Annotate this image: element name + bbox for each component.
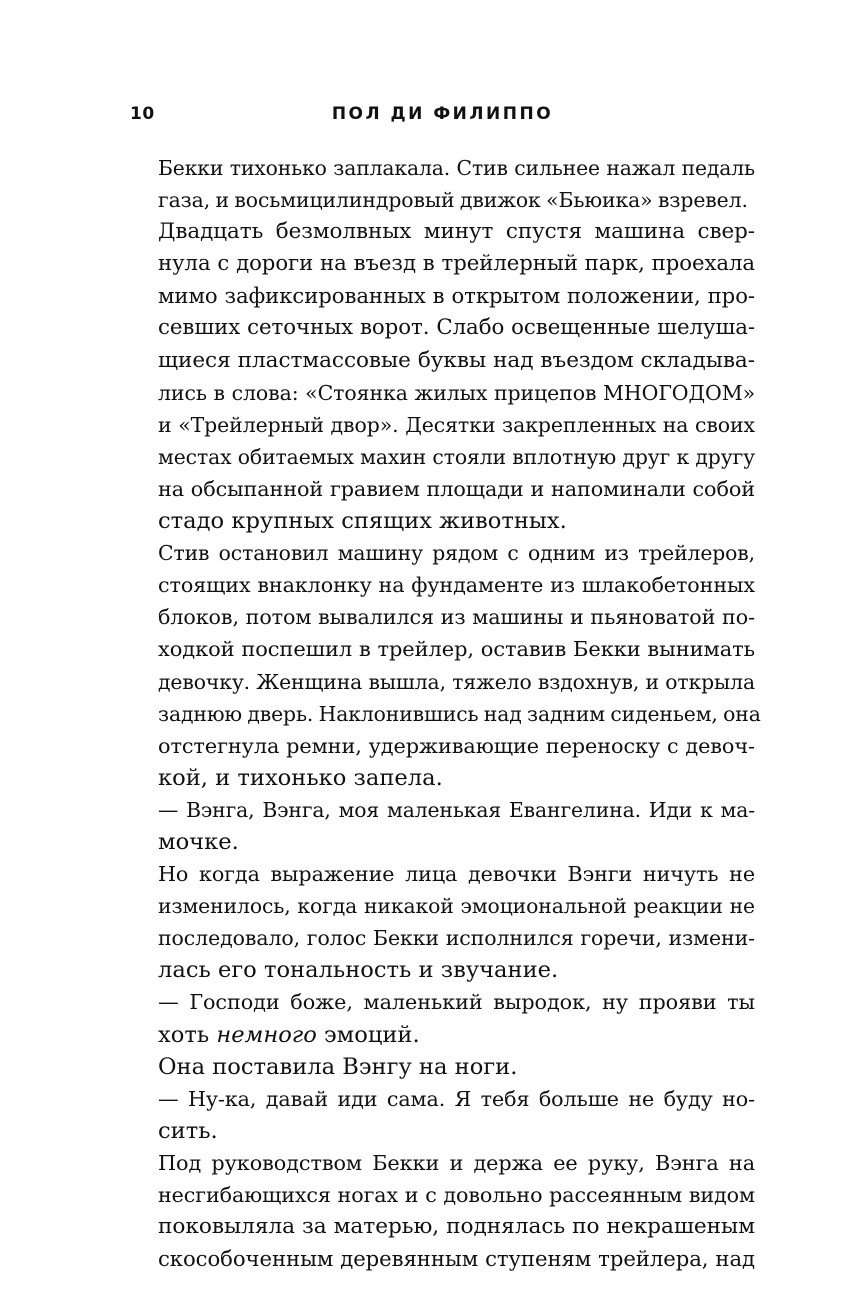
text-line: на обсыпанной гравием площади и напоминали собой (158, 476, 755, 501)
page-number: 10 (130, 104, 155, 124)
running-head (130, 100, 755, 130)
paragraph (130, 537, 761, 794)
text-line: — Вэнга, Вэнга, моя маленькая Евангелина. Иди к ма- (158, 797, 755, 822)
paragraph (130, 1147, 755, 1275)
text-line: — Господи боже, маленький выродок, ну прояви ты (158, 990, 755, 1015)
dialogue-paragraph (130, 1083, 755, 1147)
text-line: и «Трейлерный двор». Десятки закрепленных на своих (158, 412, 755, 437)
text-line: щиеся пластмассовые буквы над въездом складыва- (158, 347, 755, 373)
text-fragment: эмоций. (316, 1021, 420, 1048)
text-line: заднюю дверь. Наклонившись над задним сиденьем, она (158, 701, 761, 726)
text-line: лись в слова: «Стоянка жилых прицепов МНОГОДОМ» (158, 380, 755, 405)
text-line: поковыляла за матерью, поднялась по некрашеным (158, 1214, 755, 1240)
text-line: ходкой поспешил в трейлер, оставив Бекки вынимать (158, 637, 755, 662)
text-line: стоящих внаклонку на фундаменте из шлакобетонных (158, 573, 755, 598)
emphasized-word: немного (216, 1021, 317, 1048)
dialogue-paragraph (130, 794, 755, 858)
text-line: нула с дороги на въезд в трейлерный парк, проехала (158, 251, 755, 277)
paragraph (130, 152, 755, 216)
text-line: несгибающихся ногах и с довольно рассеянным видом (158, 1183, 755, 1207)
text-line: Она поставила Вэнгу на ноги. (158, 1053, 518, 1080)
text-line: девочку. Женщина вышла, тяжело вздохнув, и открыла (158, 669, 755, 694)
text-line: лась его тональность и звучание. (158, 957, 559, 984)
running-head-author: ПОЛ ДИ ФИЛИППО (331, 104, 554, 124)
text-fragment: хоть (158, 1021, 217, 1048)
text-line: местах обитаемых махин стояли вплотную друг к другу (158, 444, 755, 469)
text-line: Бекки тихонько заплакала. Стив сильнее нажал педаль (158, 156, 755, 180)
body-text (130, 152, 761, 1275)
paragraph (130, 216, 755, 537)
text-line: мимо зафиксированных в открытом положении, про- (158, 283, 755, 309)
dialogue-paragraph (130, 986, 755, 1050)
text-line: скособоченным деревянным ступеням трейлера, над (158, 1246, 755, 1272)
paragraph (130, 1051, 755, 1083)
text-line: отстегнула ремни, удерживающие переноску с девоч- (158, 733, 755, 758)
text-line: севших сеточных ворот. Слабо освещенные шелуша- (158, 315, 755, 341)
text-line: изменилось, когда никакой эмоциональной реакции не (158, 894, 755, 919)
text-line: последовало, голос Бекки исполнился горечи, измени- (158, 926, 755, 951)
text-line: газа, и восьмицилиндровый движок «Бьюика» взревел. (158, 188, 748, 213)
text-line: блоков, потом вывалился из машины и пьяноватой по- (158, 605, 755, 630)
text-line: Стив остановил машину рядом с одним из трейлеров, (158, 541, 755, 566)
text-line: Но когда выражение лица девочки Вэнги ничуть не (158, 862, 755, 887)
text-line: мочке. (158, 828, 239, 855)
text-line: стадо крупных спящих животных. (158, 508, 567, 535)
text-line: — Ну-ка, давай иди сама. Я тебя больше не буду но- (158, 1086, 755, 1111)
text-line: Под руководством Бекки и держа ее руку, Вэнга на (158, 1150, 755, 1175)
paragraph (130, 858, 755, 986)
text-line: Двадцать безмолвных минут спустя машина свер- (158, 219, 755, 245)
text-line: кой, и тихонько запела. (158, 764, 443, 791)
text-line (130, 1019, 755, 1051)
text-line: сить. (158, 1117, 218, 1144)
